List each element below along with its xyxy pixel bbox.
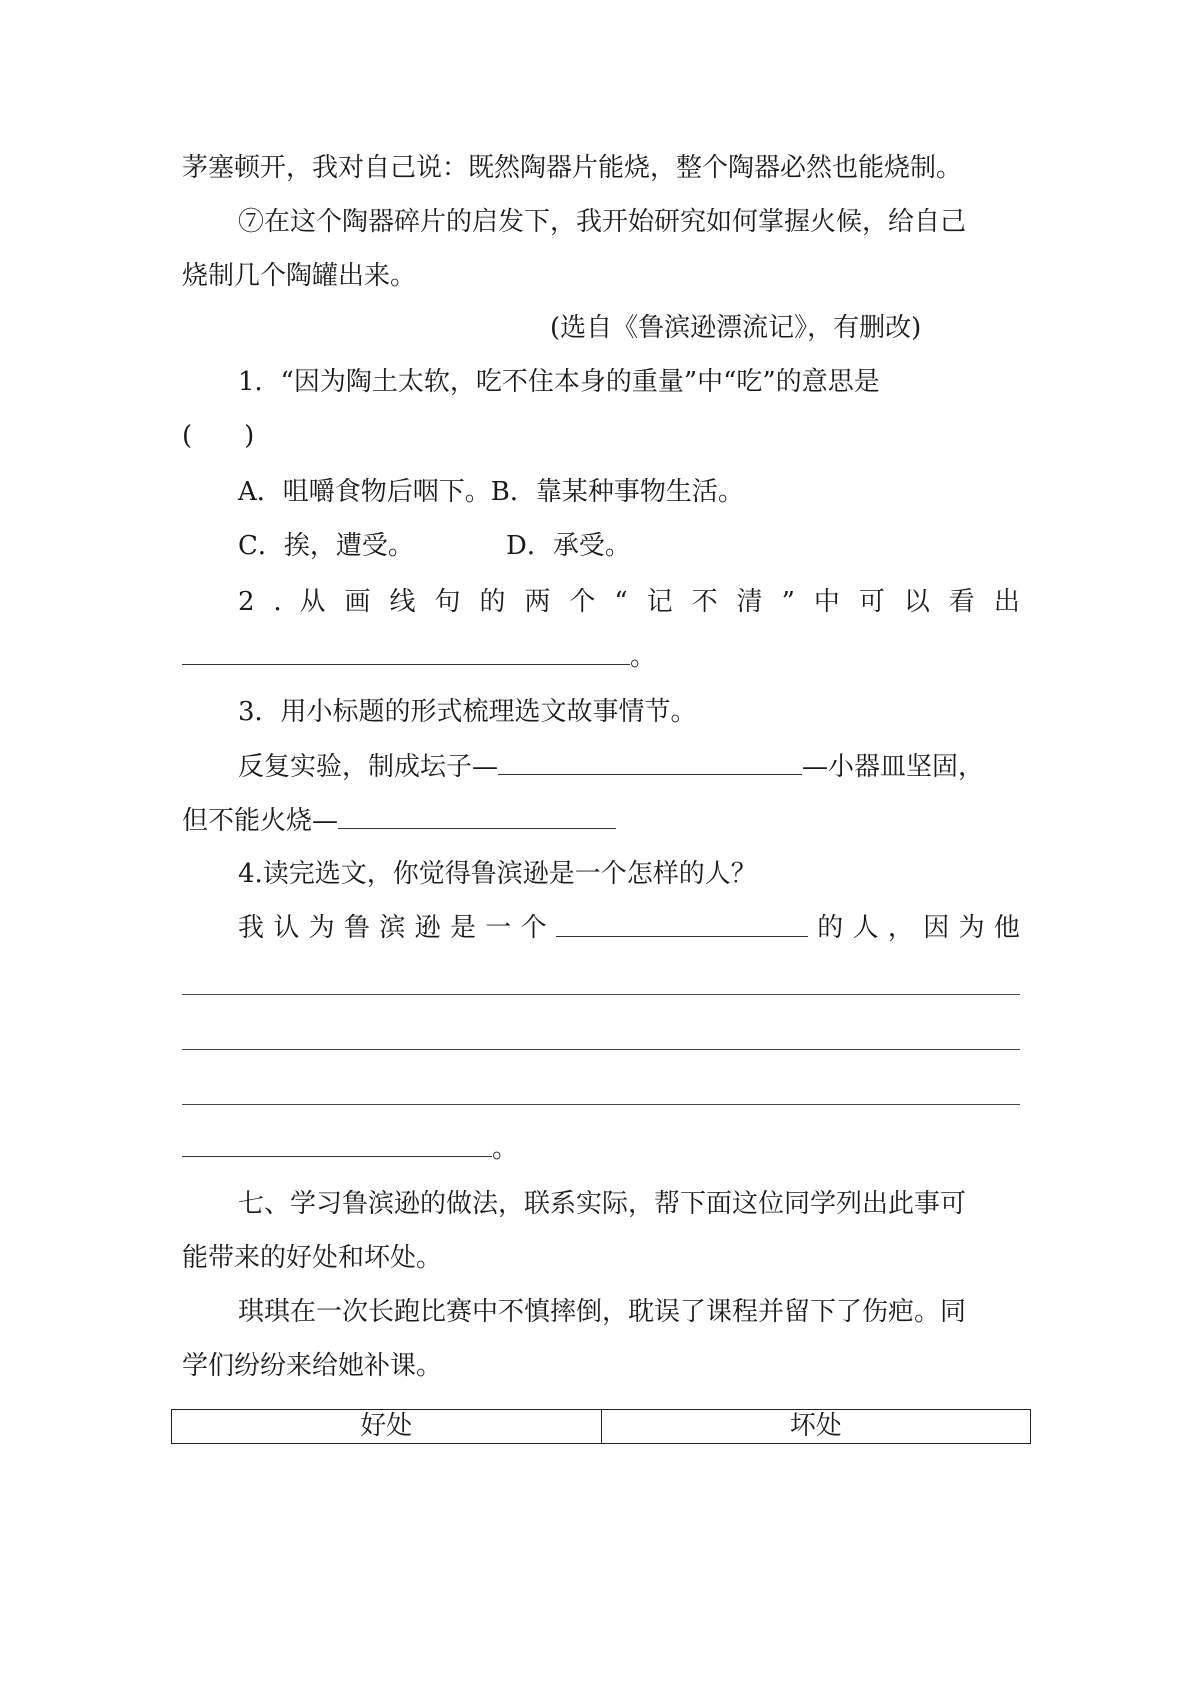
question-2-char: 画: [344, 587, 371, 617]
table-header-row: [172, 1410, 1031, 1444]
table-header-pros: 好处: [172, 1410, 602, 1444]
source-citation: (选自《鲁滨逊漂流记》，有删改): [550, 313, 922, 343]
question-2-char: 记: [646, 587, 673, 617]
answer-blank[interactable]: [556, 910, 808, 937]
answer-char: 为: [958, 913, 985, 943]
answer-char: 他: [993, 913, 1020, 943]
scenario-text-cont: 学们纷纷来给她补课。: [182, 1351, 443, 1381]
answer-char: 个: [520, 913, 547, 943]
answer-blank[interactable]: [338, 802, 616, 829]
answer-blank[interactable]: [182, 638, 630, 665]
answer-char: 认: [273, 913, 300, 943]
question-4-answer-end: [182, 1130, 1020, 1167]
answer-char: 我: [238, 913, 265, 943]
question-2-char: 清: [736, 587, 763, 617]
question-2-char: 个: [569, 587, 596, 617]
question-3: 3．用小标题的形式梳理选文故事情节。: [238, 697, 697, 727]
question-2-answer-line: [182, 638, 1020, 675]
answer-char: 是: [449, 913, 476, 943]
answer-char: 因: [923, 913, 950, 943]
answer-char: 滨: [379, 913, 406, 943]
question-2-char: 的: [479, 587, 506, 617]
question-1: 1．“因为陶土太软，吃不住本身的重量”中“吃”的意思是: [238, 367, 880, 397]
section-7-heading-cont: 能带来的好处和坏处。: [182, 1243, 443, 1273]
table-header-cons: 坏处: [601, 1410, 1031, 1444]
sentence-end: 。: [492, 1134, 519, 1164]
question-1-options-cd: [238, 528, 1020, 564]
scenario-text: 琪琪在一次长跑比赛中不慎摔倒，耽误了课程并留下了伤疤。同: [238, 1297, 967, 1327]
question-2-char: 以: [903, 587, 930, 617]
option-d: D．承受。: [506, 531, 631, 561]
question-3-outline: [238, 748, 1020, 785]
passage-paragraph-7: ⑦在这个陶器碎片的启发下，我开始研究如何掌握火候，给自己: [238, 207, 967, 237]
answer-char: 一: [485, 913, 512, 943]
option-b: B．靠某种事物生活。: [490, 477, 744, 507]
question-2-char: 两: [524, 587, 551, 617]
answer-rule[interactable]: [182, 1104, 1020, 1105]
answer-char: 人: [852, 913, 879, 943]
question-2-char: 句: [434, 587, 461, 617]
option-a: A．咀嚼食物后咽下。: [238, 477, 491, 507]
answer-char: 为: [308, 913, 335, 943]
question-4-answer: [238, 910, 1020, 946]
question-3-outline-cont: [182, 802, 1020, 839]
answer-rule[interactable]: [182, 994, 1020, 995]
answer-blank[interactable]: [182, 1130, 492, 1157]
question-2-char: 看: [948, 587, 975, 617]
question-2-char: 可: [858, 587, 885, 617]
answer-parentheses: ( ): [182, 421, 255, 451]
passage-paragraph-7-cont: 烧制几个陶罐出来。: [182, 261, 417, 291]
question-2-char: 2: [238, 587, 255, 617]
question-2: [238, 584, 1020, 620]
question-2-char: ．从: [273, 587, 326, 617]
question-2-char: 线: [389, 587, 416, 617]
answer-rule[interactable]: [182, 1049, 1020, 1050]
answer-char: 逊: [414, 913, 441, 943]
sentence-end: 。: [630, 642, 657, 672]
outline-step-4: 但不能火烧—: [182, 806, 339, 836]
section-7-heading: 七、学习鲁滨逊的做法，联系实际，帮下面这位同学列出此事可: [238, 1189, 967, 1219]
answer-char: 鲁: [343, 913, 370, 943]
pros-cons-table: [171, 1409, 1031, 1444]
question-2-char: “: [614, 587, 628, 617]
question-2-char: ”: [781, 587, 795, 617]
outline-step-1: 反复实验，制成坛子—: [238, 752, 499, 782]
answer-char: ，: [887, 913, 914, 943]
answer-char: 的: [817, 913, 844, 943]
question-2-char: 中: [813, 587, 840, 617]
answer-blank[interactable]: [498, 748, 802, 775]
outline-step-3: —小器皿坚固，: [802, 752, 985, 782]
question-4: 4.读完选文，你觉得鲁滨逊是一个怎样的人？: [238, 859, 757, 889]
question-2-char: 不: [691, 587, 718, 617]
question-2-char: 出: [993, 587, 1020, 617]
option-c: C．挨，遭受。: [238, 531, 414, 561]
passage-line: 茅塞顿开，我对自己说：既然陶器片能烧，整个陶器必然也能烧制。: [182, 153, 963, 183]
question-1-options-ab: [238, 474, 1020, 510]
